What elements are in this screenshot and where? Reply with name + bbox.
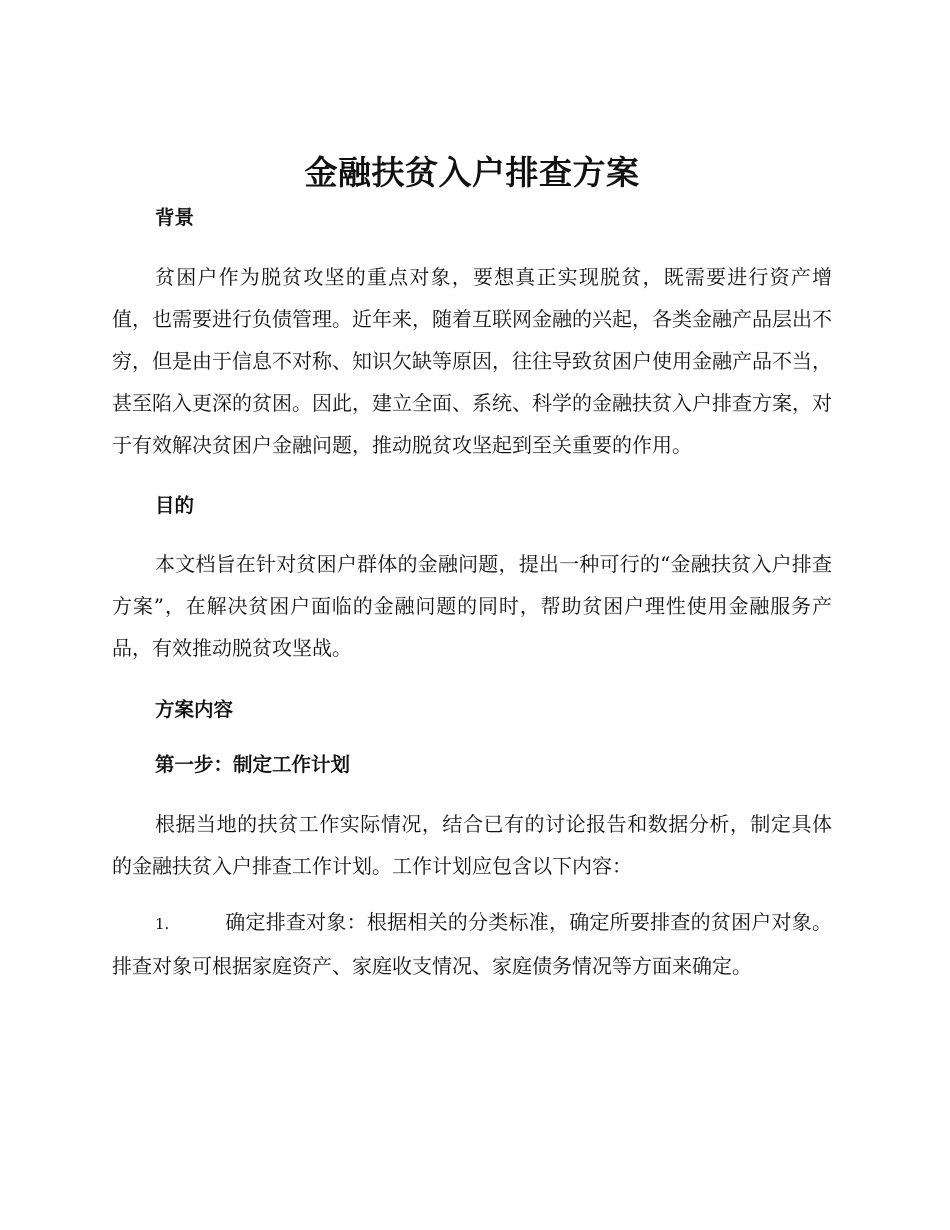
section-heading-step1: 第一步：制定工作计划 <box>155 753 351 776</box>
section-heading-purpose: 目的 <box>155 494 195 517</box>
purpose-paragraph: 本文档旨在针对贫困户群体的金融问题，提出一种可行的“金融扶贫入户排查方案”，在解决贫困户面临的金融问题的同时，帮助贫困户理性使用金融服务产品，有效推动脱贫攻坚战。 <box>112 552 832 660</box>
section-heading-background: 背景 <box>155 206 195 229</box>
list-item-text: 确定排查对象：根据相关的分类标准，确定所要排查的贫困户对象。排查对象可根据家庭资产、家庭收支情况、家庭债务情况等方面来确定。 <box>112 910 832 978</box>
document-page <box>112 148 832 987</box>
step1-paragraph: 根据当地的扶贫工作实际情况，结合已有的讨论报告和数据分析，制定具体的金融扶贫入户排查工作计划。工作计划应包含以下内容： <box>112 812 832 878</box>
list-item <box>112 901 832 987</box>
list-item-number: 1. <box>155 915 170 933</box>
background-paragraph: 贫困户作为脱贫攻坚的重点对象，要想真正实现脱贫，既需要进行资产增值，也需要进行负债管理。近年来，随着互联网金融的兴起，各类金融产品层出不穷，但是由于信息不对称、知识欠缺等原因，往往导致贫困户使用金融产品不当，甚至陷入更深的贫困。因此，建立全面、系统、科学的金融扶贫入户排查方案，对于有效解决贫困户金融问题，推动脱贫攻坚起到至关重要的作用。 <box>112 265 832 457</box>
document-title: 金融扶贫入户排查方案 <box>304 153 640 192</box>
section-heading-content: 方案内容 <box>155 698 234 721</box>
